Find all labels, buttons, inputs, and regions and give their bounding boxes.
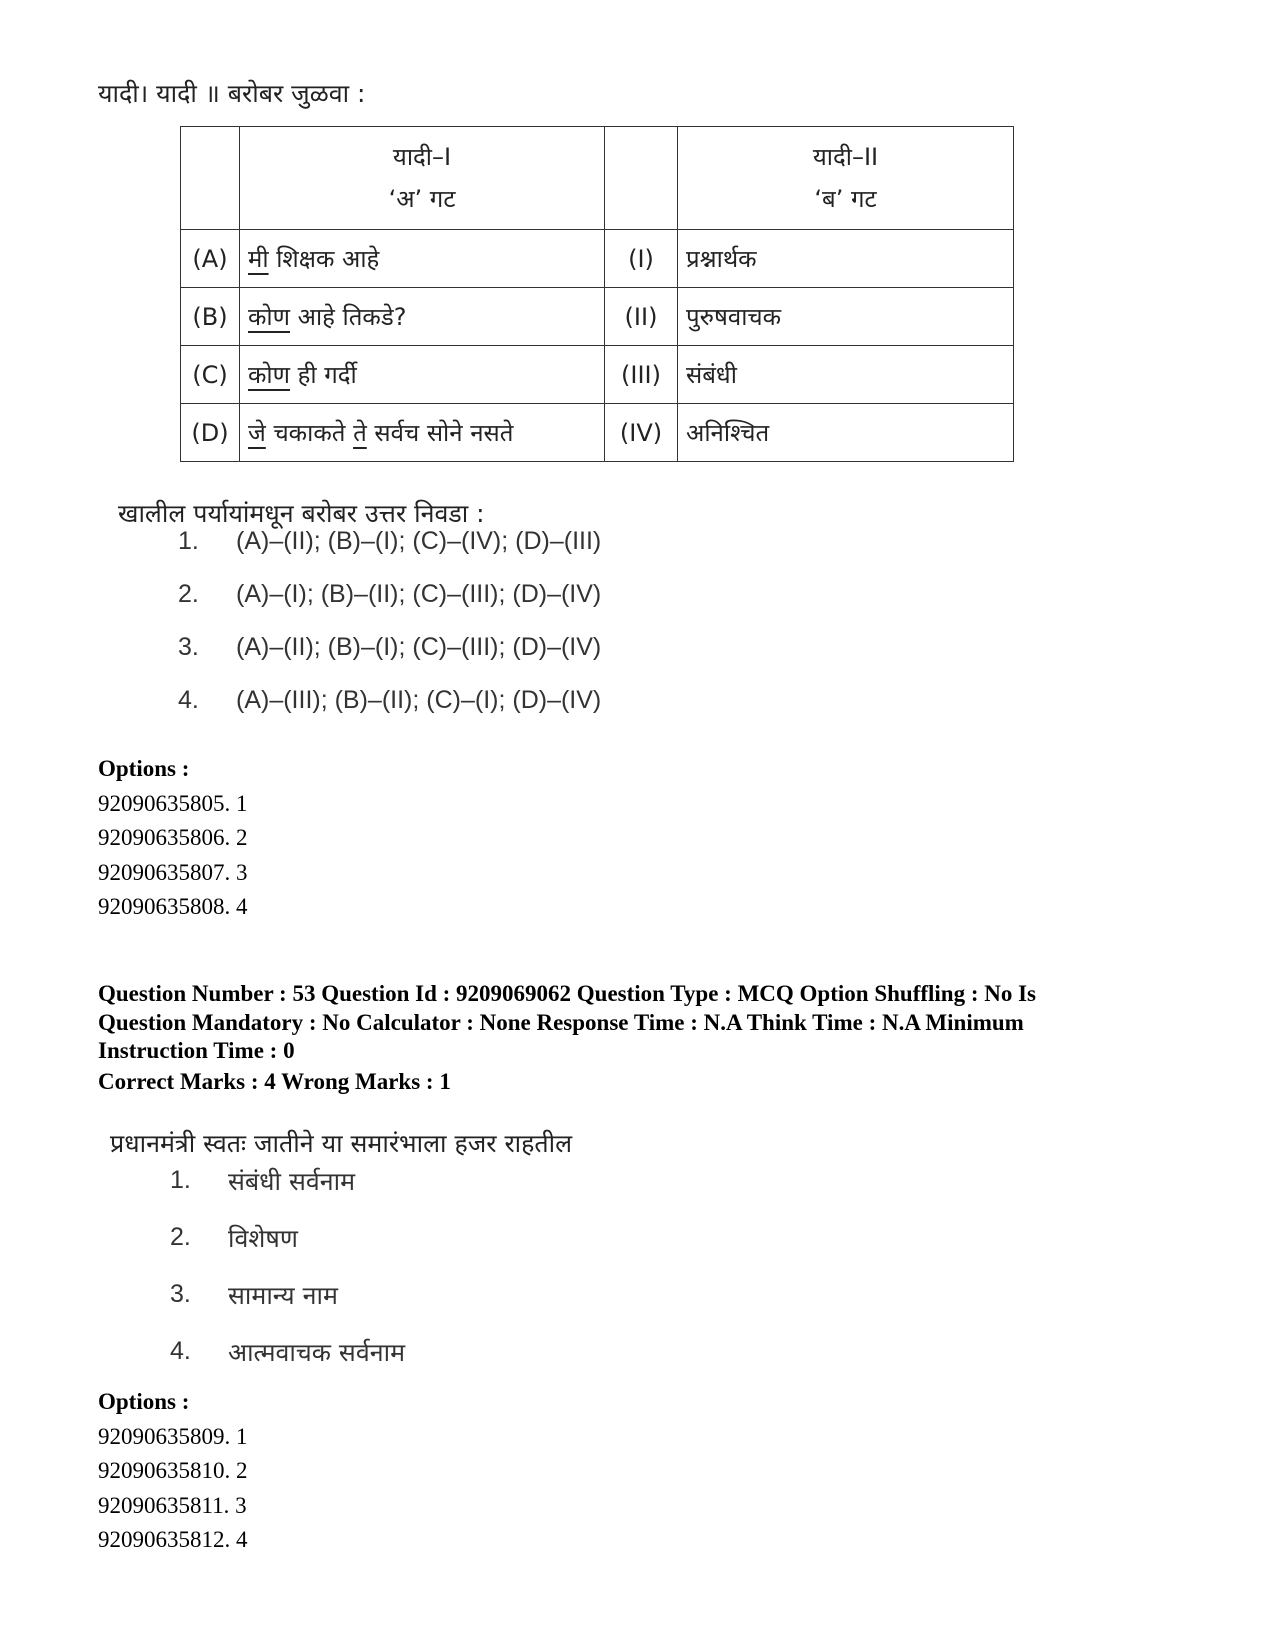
choice-number: 3. xyxy=(178,633,199,661)
underlined-word: कोण xyxy=(248,303,290,331)
option-id: 92090635811. 3 xyxy=(98,1492,247,1518)
header-list-2 xyxy=(678,127,1014,230)
answer-choices-list xyxy=(178,515,601,727)
row-statement xyxy=(240,404,605,462)
row-label: (A) xyxy=(181,230,240,288)
choice-number: 2. xyxy=(178,580,199,608)
choice-number: 1. xyxy=(178,527,199,555)
row-category: पुरुषवाचक xyxy=(678,288,1014,346)
header-list-2-title: यादी–II xyxy=(812,143,879,171)
list-item xyxy=(170,1209,405,1266)
meta-line: Question Number : 53 Question Id : 9209069062 Question Type : MCQ Option Shuffling : No Is xyxy=(98,981,1037,1006)
question-intro: यादी। यादी ॥ बरोबर जुळवा : xyxy=(98,79,366,108)
choice-number: 2. xyxy=(170,1223,191,1251)
options-block xyxy=(98,1385,248,1558)
choice-number: 1. xyxy=(170,1166,191,1194)
row-roman-label: (IV) xyxy=(605,404,678,462)
options-block xyxy=(98,752,248,925)
row-roman-label: (II) xyxy=(605,288,678,346)
option-id: 92090635810. 2 xyxy=(98,1458,248,1483)
table-row xyxy=(181,288,1014,346)
choice-number: 3. xyxy=(170,1280,191,1308)
table-header-row xyxy=(181,127,1014,230)
options-heading: Options : xyxy=(98,756,190,781)
list-item xyxy=(178,674,601,727)
choice-text: (A)–(III); (B)–(II); (C)–(I); (D)–(IV) xyxy=(236,686,602,714)
row-label: (B) xyxy=(181,288,240,346)
header-list-1-group: ‘अ’ गट xyxy=(388,185,456,213)
option-id: 92090635807. 3 xyxy=(98,859,248,885)
row-category: प्रश्नार्थक xyxy=(678,230,1014,288)
options-heading: Options : xyxy=(98,1389,190,1414)
table-row xyxy=(181,346,1014,404)
meta-line: Instruction Time : 0 xyxy=(98,1038,295,1063)
question-meta xyxy=(98,980,1198,1066)
list-item xyxy=(170,1266,405,1323)
list-item xyxy=(178,515,601,568)
statement-rest: सर्वच सोने नसते xyxy=(366,419,514,447)
choice-number: 4. xyxy=(178,686,199,714)
statement-rest: आहे तिकडे? xyxy=(290,303,407,331)
underlined-word: ते xyxy=(353,419,367,447)
statement-mid: चकाकते xyxy=(265,419,354,447)
row-roman-label: (III) xyxy=(605,346,678,404)
choice-text: आत्मवाचक सर्वनाम xyxy=(228,1337,406,1367)
table-row xyxy=(181,230,1014,288)
row-label: (C) xyxy=(181,346,240,404)
question-text: प्रधानमंत्री स्वतः जातीने या समारंभाला हजर राहतील xyxy=(110,1129,573,1158)
choice-text: विशेषण xyxy=(228,1223,298,1253)
choice-text: सामान्य नाम xyxy=(228,1280,338,1310)
choice-text: (A)–(II); (B)–(I); (C)–(IV); (D)–(III) xyxy=(236,527,602,555)
choice-text: संबंधी सर्वनाम xyxy=(228,1166,356,1196)
underlined-word: कोण xyxy=(248,361,290,389)
list-item xyxy=(178,568,601,621)
statement-rest: शिक्षक आहे xyxy=(268,245,380,273)
option-id: 92090635808. 4 xyxy=(98,894,248,919)
header-list-1 xyxy=(240,127,605,230)
header-blank-cell xyxy=(181,127,240,230)
underlined-word: जे xyxy=(248,419,266,447)
header-blank-cell xyxy=(605,127,678,230)
row-statement xyxy=(240,230,605,288)
marks-line: Correct Marks : 4 Wrong Marks : 1 xyxy=(98,1069,451,1094)
answer-choices-list xyxy=(170,1152,405,1380)
meta-line: Question Mandatory : No Calculator : None Response Time : N.A Think Time : N.A Minimum xyxy=(98,1009,1024,1035)
list-item xyxy=(178,621,601,674)
match-table xyxy=(180,126,1014,462)
header-list-2-group: ‘ब’ गट xyxy=(814,185,877,213)
row-label: (D) xyxy=(181,404,240,462)
choice-text: (A)–(I); (B)–(II); (C)–(III); (D)–(IV) xyxy=(236,580,602,608)
row-statement xyxy=(240,346,605,404)
option-id: 92090635805. 1 xyxy=(98,790,248,816)
underlined-word: मी xyxy=(248,245,269,273)
row-roman-label: (I) xyxy=(605,230,678,288)
row-category: संबंधी xyxy=(678,346,1014,404)
list-item xyxy=(170,1323,405,1380)
table-row xyxy=(181,404,1014,462)
choice-number: 4. xyxy=(170,1337,191,1365)
row-category: अनिश्चित xyxy=(678,404,1014,462)
statement-rest: ही गर्दी xyxy=(290,361,357,389)
instruction-text: खालील पर्यायांमधून बरोबर उत्तर निवडा : xyxy=(118,499,485,528)
list-item xyxy=(170,1152,405,1209)
option-id: 92090635809. 1 xyxy=(98,1423,248,1449)
row-statement xyxy=(240,288,605,346)
header-list-1-title: यादी–I xyxy=(392,143,452,171)
option-id: 92090635806. 2 xyxy=(98,825,248,850)
option-id: 92090635812. 4 xyxy=(98,1527,248,1552)
choice-text: (A)–(II); (B)–(I); (C)–(III); (D)–(IV) xyxy=(236,633,602,661)
